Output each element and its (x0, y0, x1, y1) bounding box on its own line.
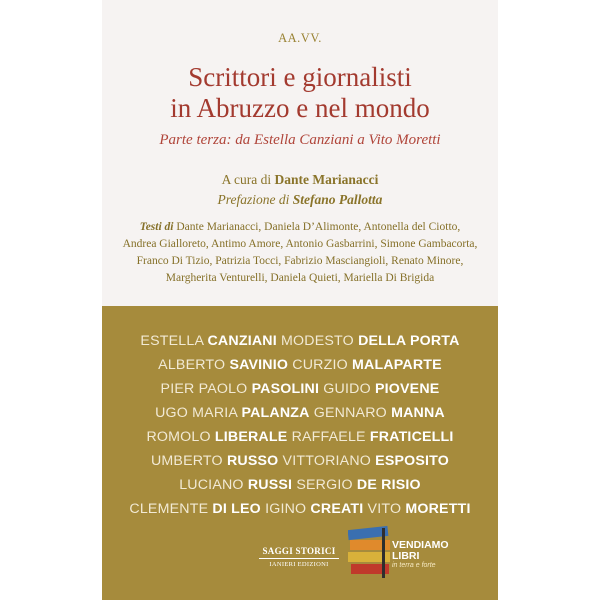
author-first-name: VITO (367, 501, 402, 517)
author-first-name: SERGIO (296, 477, 353, 493)
author-first-name: PIER PAOLO (160, 381, 248, 397)
author-last-name: ESPOSITO (375, 453, 450, 469)
logo-tagline: in terra e forte (392, 562, 436, 569)
author-first-name: GUIDO (323, 381, 371, 397)
logo-text (392, 540, 449, 569)
cover-bottom (102, 306, 498, 600)
name-row (102, 449, 498, 473)
author-first-name: UGO MARIA (155, 405, 238, 421)
author-first-name: IGINO (265, 501, 307, 517)
author-first-name: VITTORIANO (282, 453, 371, 469)
author-last-name: MANNA (391, 405, 445, 421)
author-label: AA.VV. (278, 31, 322, 45)
author-last-name: RUSSI (247, 477, 293, 493)
author-first-name: RAFFAELE (291, 429, 366, 445)
preface-prefix: Prefazione di (217, 192, 290, 207)
name-row (102, 401, 498, 425)
author-first-name: MODESTO (281, 333, 354, 349)
author-last-name: PASOLINI (251, 381, 320, 397)
texts-authors-list: Dante Marianacci, Daniela D’Alimonte, Antonella del Ciotto, Andrea Gialloreto, Antimo Amore, Antonio Gasbarrini, Simone Gambacorta, Franco Di Tizio, Patrizia Tocci, Fabrizio Masciangioli, Renato Minore, Margherita Venturelli, Daniela Quieti, Mariella Di Brigida (122, 221, 478, 284)
vendiamo-libri-logo (348, 522, 458, 584)
author-last-name: SAVINIO (229, 357, 289, 373)
author-first-name: CURZIO (292, 357, 348, 373)
name-row (102, 473, 498, 497)
author-last-name: FRATICELLI (369, 429, 454, 445)
author-first-name: UMBERTO (150, 453, 223, 469)
name-row (102, 329, 498, 353)
author-last-name: LIBERALE (214, 429, 288, 445)
author-first-name: ALBERTO (158, 357, 226, 373)
logo-line-2: LIBRI (392, 550, 420, 562)
author-last-name: MORETTI (405, 501, 471, 517)
editor-prefix: A cura di (221, 172, 272, 187)
name-row (102, 353, 498, 377)
logo-line-1: VENDIAMO (392, 539, 449, 551)
editor-line (102, 172, 498, 188)
author-first-name: CLEMENTE (129, 501, 209, 517)
book-subtitle: Parte terza: da Estella Canziani a Vito Moretti (159, 132, 441, 148)
author-first-name: ROMOLO (146, 429, 211, 445)
texts-prefix: Testi di (139, 221, 174, 233)
title-line-1: Scrittori e giornalisti (188, 62, 412, 92)
book-cover (102, 0, 498, 600)
author-last-name: PALANZA (241, 405, 310, 421)
book-title (102, 62, 498, 124)
texts-authors (122, 219, 478, 287)
series-name: SAGGI STORICI (259, 546, 339, 559)
author-first-name: LUCIANO (179, 477, 244, 493)
name-row (102, 497, 498, 521)
author-last-name: DI LEO (212, 501, 261, 517)
title-line-2: in Abruzzo e nel mondo (170, 93, 430, 123)
series-mark (259, 546, 339, 568)
author-last-name: DELLA PORTA (358, 333, 460, 349)
publisher-name: IANIERI EDIZIONI (269, 561, 329, 568)
editor-name: Dante Marianacci (274, 172, 379, 187)
author-first-name: GENNARO (313, 405, 387, 421)
author-last-name: MALAPARTE (352, 357, 442, 373)
author-last-name: PIOVENE (374, 381, 440, 397)
author-last-name: RUSSO (226, 453, 279, 469)
featured-authors-list (102, 329, 498, 521)
name-row (102, 425, 498, 449)
preface-line (102, 192, 498, 208)
preface-name: Stefano Pallotta (292, 192, 383, 207)
cover-top (102, 0, 498, 306)
author-last-name: CREATI (310, 501, 364, 517)
author-last-name: CANZIANI (207, 333, 277, 349)
author-first-name: ESTELLA (140, 333, 204, 349)
name-row (102, 377, 498, 401)
author-last-name: DE RISIO (356, 477, 421, 493)
